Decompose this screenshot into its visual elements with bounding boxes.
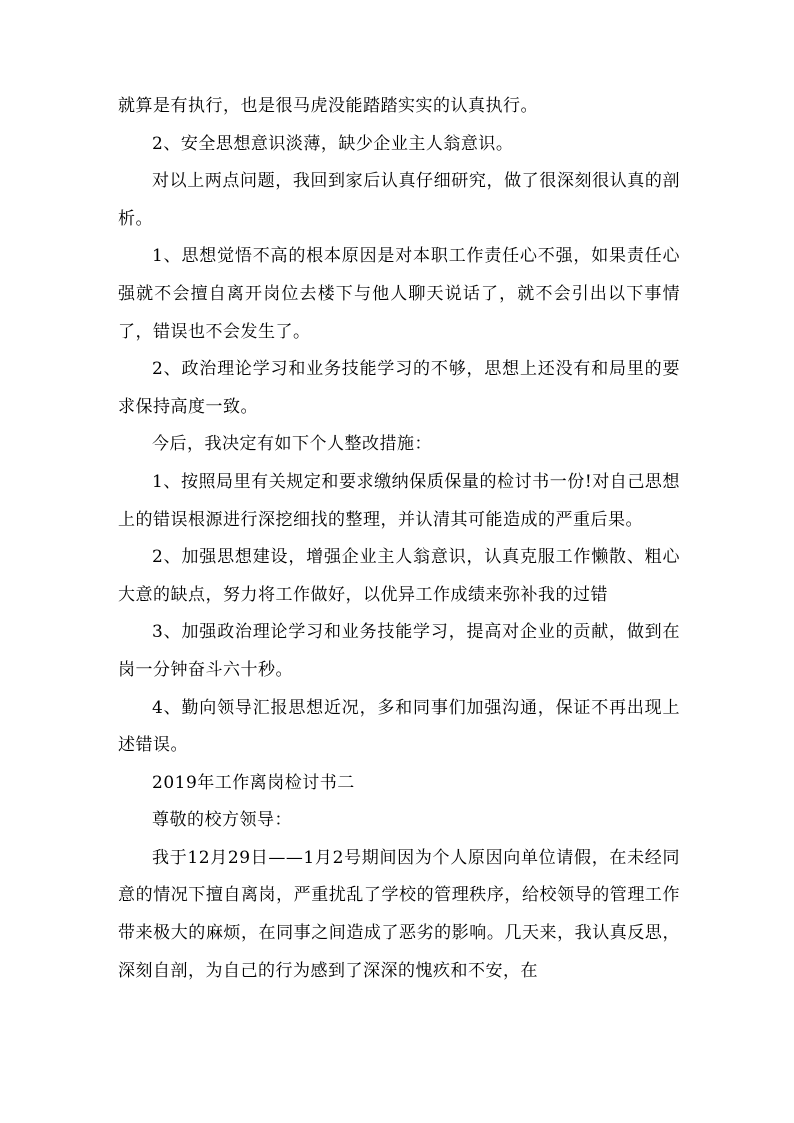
section-title: 2019年工作离岗检讨书二	[152, 772, 355, 793]
paragraph-item: 2、政治理论学习和业务技能学习的不够，思想上还没有和局里的要求保持高度一致。	[118, 359, 680, 417]
paragraph-item: 1、思想觉悟不高的根本原因是对本职工作责任心不强，如果责任心强就不会擅自离开岗位去楼下与他人聊天说话了，就不会引出以下事情了，错误也不会发生了。	[118, 246, 680, 342]
paragraph-item: 3、加强政治理论学习和业务技能学习，提高对企业的贡献，做到在岗一分钟奋斗六十秒。	[118, 622, 680, 680]
paragraph-item: 1、按照局里有关规定和要求缴纳保质保量的检讨书一份!对自己思想上的错误根源进行深挖细找的整理，并认清其可能造成的严重后果。	[118, 471, 680, 530]
paragraph-item: 2、安全思想意识淡薄，缺少企业主人翁意识。	[152, 133, 514, 154]
document-body	[118, 88, 680, 990]
paragraph-item: 2、加强思想建设，增强企业主人翁意识，认真克服工作懒散、粗心大意的缺点，努力将工作做好，以优异工作成绩来弥补我的过错	[118, 547, 680, 605]
paragraph-item: 4、勤向领导汇报思想近况，多和同事们加强沟通，保证不再出现上述错误。	[118, 697, 680, 756]
paragraph: 对以上两点问题，我回到家后认真仔细研究，做了很深刻很认真的剖析。	[118, 171, 680, 229]
paragraph-continuation: 就算是有执行，也是很马虎没能踏踏实实的认真执行。	[118, 96, 538, 116]
paragraph: 我于12月29日——1月2号期间因为个人原因向单位请假，在未经同意的情况下擅自离岗，严重扰乱了学校的管理秩序，给校领导的管理工作带来极大的麻烦，在同事之间造成了恶劣的影响。几天来，我认真反思，深刻自剖，为自己的行为感到了深深的愧疚和不安，在	[118, 847, 680, 981]
paragraph: 今后，我决定有如下个人整改措施：	[152, 434, 432, 455]
salutation: 尊敬的校方领导：	[152, 810, 292, 831]
